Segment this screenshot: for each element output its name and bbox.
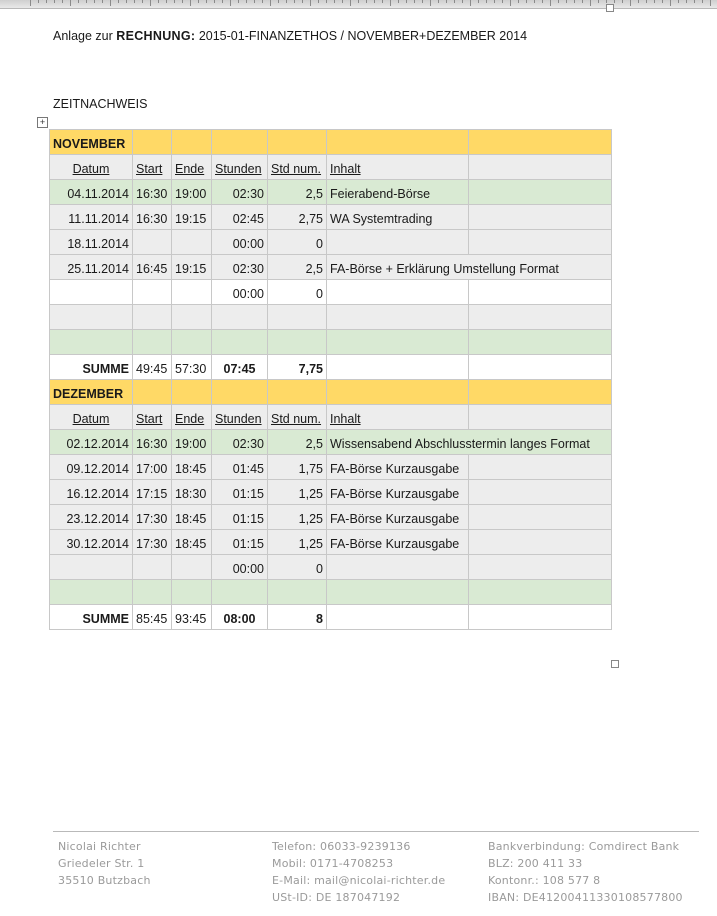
cell-empty[interactable] [268, 580, 327, 605]
cell-inhalt[interactable]: FA-Börse Kurzausgabe [327, 455, 469, 480]
invoice-reference: 2015-01-FINANZETHOS / NOVEMBER+DEZEMBER 2014 [198, 29, 528, 43]
ruler-tick [286, 0, 287, 3]
cell-stunden[interactable]: 01:15 [212, 530, 268, 555]
ruler-tick [598, 0, 599, 3]
cell-ende[interactable] [172, 230, 212, 255]
ruler-tick [118, 0, 119, 3]
cell-datum[interactable]: 09.12.2014 [50, 455, 133, 480]
column-header-empty[interactable] [469, 155, 612, 180]
ruler-tick [614, 0, 615, 3]
month-band-cell[interactable] [469, 380, 612, 405]
sum-std-num[interactable]: 8 [268, 605, 327, 630]
footer-kontonr: Kontonr.: 108 577 8 [488, 874, 601, 887]
cell-ende[interactable]: 19:00 [172, 430, 212, 455]
cell-stunden[interactable]: 02:30 [212, 430, 268, 455]
cell-empty[interactable] [212, 580, 268, 605]
sum-label[interactable]: SUMME [50, 605, 133, 630]
ruler-tick [710, 0, 711, 6]
footer-street: Griedeler Str. 1 [58, 857, 145, 870]
ruler-tick [398, 0, 399, 3]
cell-empty[interactable] [268, 330, 327, 355]
cell-stunden[interactable]: 02:30 [212, 255, 268, 280]
cell-empty[interactable] [469, 355, 612, 380]
ruler-tick [278, 0, 279, 3]
cell-start[interactable]: 16:30 [133, 430, 172, 455]
cell-start[interactable]: 16:30 [133, 180, 172, 205]
table-row [50, 455, 612, 480]
cell-inhalt[interactable]: FA-Börse Kurzausgabe [327, 505, 469, 530]
cell-empty[interactable] [133, 330, 172, 355]
table-row [50, 230, 612, 255]
cell-start[interactable]: 17:30 [133, 530, 172, 555]
cell-empty[interactable] [50, 305, 133, 330]
footer-iban: IBAN: DE41200411330108577800 [488, 891, 683, 904]
column-header-row [50, 155, 612, 180]
ruler-tick [62, 0, 63, 3]
section-title: ZEITNACHWEIS [53, 97, 148, 111]
cell-empty[interactable] [327, 580, 469, 605]
ruler-tick [678, 0, 679, 3]
ruler-tick [246, 0, 247, 3]
sum-ende[interactable]: 57:30 [172, 355, 212, 380]
cell-empty[interactable] [469, 480, 612, 505]
ruler-tick [662, 0, 663, 3]
ruler-tick [46, 0, 47, 3]
ruler-tick [158, 0, 159, 3]
cell-ende[interactable]: 18:45 [172, 455, 212, 480]
ruler-tick [582, 0, 583, 3]
month-band-cell[interactable] [212, 380, 268, 405]
cell-datum[interactable]: 25.11.2014 [50, 255, 133, 280]
footer-name: Nicolai Richter [58, 840, 141, 853]
ruler-tick [302, 0, 303, 3]
cell-std-num[interactable]: 2,5 [268, 430, 327, 455]
ruler-tick [198, 0, 199, 3]
cell-datum[interactable] [50, 280, 133, 305]
footer-contact [58, 838, 151, 889]
cell-inhalt[interactable]: Feierabend-Börse [327, 180, 469, 205]
footer-telefon: Telefon: 06033-9239136 [272, 840, 411, 853]
ruler-tick [406, 0, 407, 3]
ruler-tick [206, 0, 207, 3]
ruler-tick [94, 0, 95, 3]
ruler-tick [38, 0, 39, 3]
cell-empty[interactable] [469, 280, 612, 305]
ruler-tick [214, 0, 215, 3]
ruler-tick [510, 0, 511, 6]
cell-datum[interactable]: 30.12.2014 [50, 530, 133, 555]
column-header-start[interactable]: Start [133, 405, 172, 430]
cell-stunden[interactable]: 01:45 [212, 455, 268, 480]
cell-empty[interactable] [133, 580, 172, 605]
column-header-ende[interactable]: Ende [172, 155, 212, 180]
ruler-tick [414, 0, 415, 3]
ruler-tick [174, 0, 175, 3]
column-header-inhalt[interactable]: Inhalt [327, 155, 469, 180]
cell-std-num[interactable]: 0 [268, 555, 327, 580]
column-header-datum[interactable]: Datum [50, 405, 133, 430]
ruler-tick [694, 0, 695, 3]
column-header-datum[interactable]: Datum [50, 155, 133, 180]
ruler-tick [526, 0, 527, 3]
ruler-tick [230, 0, 231, 6]
cell-start[interactable] [133, 230, 172, 255]
ruler-tick [534, 0, 535, 3]
column-header-empty[interactable] [469, 405, 612, 430]
table-row [50, 530, 612, 555]
ruler-tick [86, 0, 87, 3]
sum-stunden[interactable]: 08:00 [212, 605, 268, 630]
ruler-tick [150, 0, 151, 6]
footer-ustid: USt-ID: DE 187047192 [272, 891, 401, 904]
footer-phone [272, 838, 445, 906]
ruler-tick [686, 0, 687, 3]
empty-row [50, 305, 612, 330]
column-header-start[interactable]: Start [133, 155, 172, 180]
empty-row [50, 330, 612, 355]
ruler-tick [190, 0, 191, 6]
cell-empty[interactable] [469, 305, 612, 330]
cell-std-num[interactable]: 2,5 [268, 180, 327, 205]
month-label[interactable]: NOVEMBER [50, 130, 133, 155]
sum-std-num[interactable]: 7,75 [268, 355, 327, 380]
ruler-tick [590, 0, 591, 6]
header-prefix: Anlage zur [53, 29, 113, 43]
ruler-tick [470, 0, 471, 6]
ruler-tick [166, 0, 167, 3]
ruler-tick [110, 0, 111, 6]
cell-empty[interactable] [469, 455, 612, 480]
cell-ende[interactable]: 19:15 [172, 205, 212, 230]
ruler-tick [70, 0, 71, 6]
month-band-cell[interactable] [133, 130, 172, 155]
table-row [50, 255, 612, 280]
month-band-cell[interactable] [327, 130, 469, 155]
ruler-tick [222, 0, 223, 3]
cell-inhalt[interactable]: FA-Börse + Erklärung Umstellung Format [327, 255, 612, 280]
ruler-tick [702, 0, 703, 3]
ruler-tick [342, 0, 343, 3]
footer-divider [53, 831, 699, 832]
cell-inhalt[interactable]: FA-Börse Kurzausgabe [327, 480, 469, 505]
cell-inhalt[interactable]: FA-Börse Kurzausgabe [327, 530, 469, 555]
ruler-tick [358, 0, 359, 3]
cell-empty[interactable] [212, 305, 268, 330]
empty-row [50, 580, 612, 605]
cell-inhalt[interactable]: WA Systemtrading [327, 205, 469, 230]
table-row [50, 480, 612, 505]
cell-stunden[interactable]: 00:00 [212, 230, 268, 255]
cell-empty[interactable] [469, 555, 612, 580]
cell-empty[interactable] [172, 330, 212, 355]
invoice-header [53, 29, 527, 43]
month-band-cell[interactable] [133, 380, 172, 405]
ruler-tick [382, 0, 383, 3]
ruler-tick [30, 0, 31, 6]
cell-empty[interactable] [469, 605, 612, 630]
ruler-tick [438, 0, 439, 3]
ruler-tick [638, 0, 639, 3]
ruler-tick [454, 0, 455, 3]
footer-bankname: Bankverbindung: Comdirect Bank [488, 840, 680, 853]
ruler-tick [446, 0, 447, 3]
cell-start[interactable] [133, 280, 172, 305]
month-band-cell[interactable] [212, 130, 268, 155]
cell-inhalt[interactable]: Wissensabend Abschlusstermin langes Format [327, 430, 612, 455]
column-header-row [50, 405, 612, 430]
cell-empty[interactable] [327, 305, 469, 330]
ruler-tick [182, 0, 183, 3]
cell-empty[interactable] [469, 180, 612, 205]
ruler-tick [334, 0, 335, 3]
ruler-tick [422, 0, 423, 3]
table-row [50, 205, 612, 230]
cell-empty[interactable] [469, 580, 612, 605]
cell-ende[interactable] [172, 280, 212, 305]
cell-empty[interactable] [133, 305, 172, 330]
cell-datum[interactable]: 02.12.2014 [50, 430, 133, 455]
time-record-table [49, 129, 612, 630]
cell-std-num[interactable]: 0 [268, 280, 327, 305]
ruler-tick [134, 0, 135, 3]
cell-std-num[interactable]: 0 [268, 230, 327, 255]
sum-row-dezember [50, 605, 612, 630]
ruler-tick [622, 0, 623, 3]
header-label: RECHNUNG: [116, 29, 196, 43]
ruler-tick [550, 0, 551, 6]
ruler-tick [326, 0, 327, 3]
table-row [50, 180, 612, 205]
sum-ende[interactable]: 93:45 [172, 605, 212, 630]
cell-empty[interactable] [469, 230, 612, 255]
month-band-cell[interactable] [469, 130, 612, 155]
cell-inhalt[interactable] [327, 555, 469, 580]
cell-start[interactable]: 17:15 [133, 480, 172, 505]
sum-start[interactable]: 49:45 [133, 355, 172, 380]
cell-start[interactable] [133, 555, 172, 580]
ruler-tick [238, 0, 239, 3]
footer-email: E-Mail: mail@nicolai-richter.de [272, 874, 446, 887]
month-band-cell[interactable] [268, 130, 327, 155]
month-header-november [50, 130, 612, 155]
table-move-handle-icon[interactable]: + [37, 117, 48, 128]
sum-stunden[interactable]: 07:45 [212, 355, 268, 380]
cell-datum[interactable]: 04.11.2014 [50, 180, 133, 205]
cell-stunden[interactable]: 02:30 [212, 180, 268, 205]
cell-datum[interactable]: 18.11.2014 [50, 230, 133, 255]
sum-row-november [50, 355, 612, 380]
column-header-std-num[interactable]: Std num. [268, 405, 327, 430]
ruler-tick [262, 0, 263, 3]
cell-empty[interactable] [469, 505, 612, 530]
footer-blz: BLZ: 200 411 33 [488, 857, 583, 870]
ruler-tick [462, 0, 463, 3]
ruler-tick [366, 0, 367, 3]
cell-std-num[interactable]: 1,25 [268, 530, 327, 555]
cell-empty[interactable] [50, 580, 133, 605]
ruler-tick [254, 0, 255, 3]
ruler-tick [310, 0, 311, 6]
column-header-inhalt[interactable]: Inhalt [327, 405, 469, 430]
cell-start[interactable]: 17:30 [133, 505, 172, 530]
month-band-cell[interactable] [327, 380, 469, 405]
ruler-margin-handle[interactable] [606, 4, 614, 12]
ruler-tick [518, 0, 519, 3]
cell-datum[interactable]: 11.11.2014 [50, 205, 133, 230]
ruler-tick [294, 0, 295, 3]
ruler-tick [670, 0, 671, 6]
cell-empty[interactable] [50, 330, 133, 355]
cell-std-num[interactable]: 1,25 [268, 505, 327, 530]
ruler-tick [502, 0, 503, 3]
footer-bank [488, 838, 683, 906]
cell-start[interactable]: 16:45 [133, 255, 172, 280]
ruler-tick [350, 0, 351, 6]
ruler-tick [542, 0, 543, 3]
ruler-tick [558, 0, 559, 3]
column-header-stunden[interactable]: Stunden [212, 155, 268, 180]
cell-empty[interactable] [327, 605, 469, 630]
column-header-stunden[interactable]: Stunden [212, 405, 268, 430]
cell-inhalt[interactable] [327, 280, 469, 305]
cell-datum[interactable]: 16.12.2014 [50, 480, 133, 505]
ruler-tick [374, 0, 375, 3]
cell-std-num[interactable]: 2,5 [268, 255, 327, 280]
cell-stunden[interactable]: 00:00 [212, 280, 268, 305]
month-band-cell[interactable] [268, 380, 327, 405]
table-row [50, 280, 612, 305]
ruler-tick [486, 0, 487, 3]
ruler-tick [566, 0, 567, 3]
cell-empty[interactable] [172, 305, 212, 330]
ruler-tick [318, 0, 319, 3]
table-row [50, 555, 612, 580]
cell-stunden[interactable]: 01:15 [212, 480, 268, 505]
cell-empty[interactable] [268, 305, 327, 330]
cell-stunden[interactable]: 02:45 [212, 205, 268, 230]
ruler-tick [390, 0, 391, 6]
ruler-tick [102, 0, 103, 3]
month-band-cell[interactable] [172, 130, 212, 155]
cell-empty[interactable] [327, 355, 469, 380]
ruler-tick [646, 0, 647, 3]
ruler-tick [430, 0, 431, 6]
cell-ende[interactable]: 18:45 [172, 530, 212, 555]
cell-empty[interactable] [469, 205, 612, 230]
ruler-tick [606, 0, 607, 3]
ruler-tick [78, 0, 79, 3]
cell-ende[interactable]: 18:45 [172, 505, 212, 530]
cell-ende[interactable]: 19:00 [172, 180, 212, 205]
table-resize-handle[interactable] [611, 660, 619, 668]
month-band-cell[interactable] [172, 380, 212, 405]
cell-inhalt[interactable] [327, 230, 469, 255]
table-row [50, 505, 612, 530]
sum-start[interactable]: 85:45 [133, 605, 172, 630]
cell-empty[interactable] [469, 530, 612, 555]
cell-empty[interactable] [212, 330, 268, 355]
cell-std-num[interactable]: 2,75 [268, 205, 327, 230]
ruler-tick [494, 0, 495, 3]
cell-std-num[interactable]: 1,75 [268, 455, 327, 480]
footer-mobil: Mobil: 0171-4708253 [272, 857, 394, 870]
table-row [50, 430, 612, 455]
ruler-tick [54, 0, 55, 3]
cell-start[interactable]: 16:30 [133, 205, 172, 230]
cell-empty[interactable] [172, 580, 212, 605]
cell-ende[interactable] [172, 555, 212, 580]
cell-std-num[interactable]: 1,25 [268, 480, 327, 505]
column-header-std-num[interactable]: Std num. [268, 155, 327, 180]
ruler-tick [126, 0, 127, 3]
cell-start[interactable]: 17:00 [133, 455, 172, 480]
month-header-dezember [50, 380, 612, 405]
cell-datum[interactable]: 23.12.2014 [50, 505, 133, 530]
ruler-tick [478, 0, 479, 3]
ruler-tick [574, 0, 575, 3]
cell-datum[interactable] [50, 555, 133, 580]
cell-stunden[interactable]: 01:15 [212, 505, 268, 530]
cell-ende[interactable]: 19:15 [172, 255, 212, 280]
ruler-tick [270, 0, 271, 6]
ruler-tick [142, 0, 143, 3]
column-header-ende[interactable]: Ende [172, 405, 212, 430]
cell-ende[interactable]: 18:30 [172, 480, 212, 505]
ruler-tick [654, 0, 655, 3]
sum-label[interactable]: SUMME [50, 355, 133, 380]
ruler-tick [630, 0, 631, 6]
month-label[interactable]: DEZEMBER [50, 380, 133, 405]
cell-empty[interactable] [469, 330, 612, 355]
cell-stunden[interactable]: 00:00 [212, 555, 268, 580]
footer-city: 35510 Butzbach [58, 874, 151, 887]
cell-empty[interactable] [327, 330, 469, 355]
